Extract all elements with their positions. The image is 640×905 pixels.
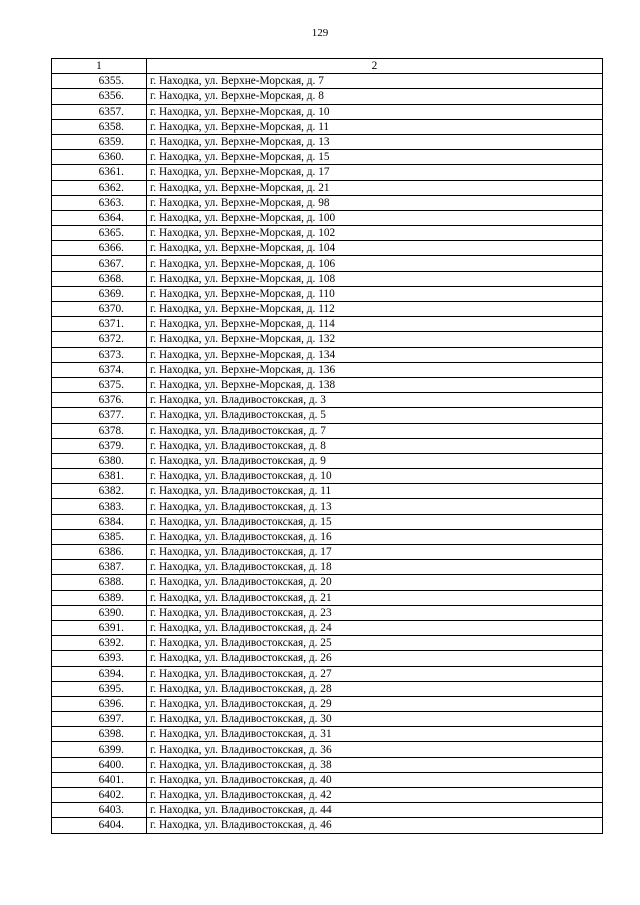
row-number-cell: 6375. <box>52 377 147 392</box>
table-row <box>52 590 603 605</box>
row-number-cell: 6371. <box>52 317 147 332</box>
table-row <box>52 545 603 560</box>
table-row <box>52 317 603 332</box>
table-row <box>52 529 603 544</box>
address-cell: г. Находка, ул. Верхне-Морская, д. 100 <box>147 210 603 225</box>
row-number-cell: 6404. <box>52 818 147 833</box>
table-row <box>52 605 603 620</box>
row-number-cell: 6394. <box>52 666 147 681</box>
address-cell: г. Находка, ул. Верхне-Морская, д. 10 <box>147 104 603 119</box>
row-number-cell: 6363. <box>52 195 147 210</box>
row-number-cell: 6382. <box>52 484 147 499</box>
row-number-cell: 6372. <box>52 332 147 347</box>
row-number-cell: 6357. <box>52 104 147 119</box>
page-number: 129 <box>311 27 329 39</box>
row-number-cell: 6391. <box>52 620 147 635</box>
address-cell: г. Находка, ул. Верхне-Морская, д. 11 <box>147 119 603 134</box>
address-cell: г. Находка, ул. Владивостокская, д. 3 <box>147 393 603 408</box>
row-number-cell: 6384. <box>52 514 147 529</box>
address-cell: г. Находка, ул. Владивостокская, д. 11 <box>147 484 603 499</box>
row-number-cell: 6402. <box>52 788 147 803</box>
address-cell: г. Находка, ул. Владивостокская, д. 17 <box>147 545 603 560</box>
row-number-cell: 6401. <box>52 772 147 787</box>
address-cell: г. Находка, ул. Владивостокская, д. 36 <box>147 742 603 757</box>
address-table-body <box>52 59 603 834</box>
address-cell: г. Находка, ул. Владивостокская, д. 7 <box>147 423 603 438</box>
row-number-cell: 6374. <box>52 362 147 377</box>
address-cell: г. Находка, ул. Верхне-Морская, д. 106 <box>147 256 603 271</box>
row-number-cell: 6359. <box>52 134 147 149</box>
row-number-cell: 6370. <box>52 302 147 317</box>
table-row <box>52 423 603 438</box>
row-number-cell: 6399. <box>52 742 147 757</box>
address-cell: г. Находка, ул. Верхне-Морская, д. 134 <box>147 347 603 362</box>
table-row <box>52 651 603 666</box>
address-cell: г. Находка, ул. Владивостокская, д. 16 <box>147 529 603 544</box>
table-row <box>52 499 603 514</box>
table-row <box>52 666 603 681</box>
row-number-cell: 6362. <box>52 180 147 195</box>
table-row <box>52 210 603 225</box>
table-row <box>52 408 603 423</box>
address-cell: г. Находка, ул. Владивостокская, д. 13 <box>147 499 603 514</box>
address-cell: г. Находка, ул. Владивостокская, д. 31 <box>147 727 603 742</box>
table-row <box>52 271 603 286</box>
address-cell: г. Находка, ул. Владивостокская, д. 25 <box>147 636 603 651</box>
table-row <box>52 226 603 241</box>
row-number-cell: 6369. <box>52 286 147 301</box>
row-number-cell: 6387. <box>52 560 147 575</box>
table-row <box>52 788 603 803</box>
table-row <box>52 681 603 696</box>
table-row <box>52 818 603 833</box>
address-cell: г. Находка, ул. Верхне-Морская, д. 136 <box>147 362 603 377</box>
address-cell: г. Находка, ул. Владивостокская, д. 28 <box>147 681 603 696</box>
row-number-cell: 6392. <box>52 636 147 651</box>
address-cell: г. Находка, ул. Верхне-Морская, д. 15 <box>147 150 603 165</box>
address-cell: г. Находка, ул. Владивостокская, д. 40 <box>147 772 603 787</box>
address-cell: г. Находка, ул. Владивостокская, д. 18 <box>147 560 603 575</box>
row-number-cell: 6385. <box>52 529 147 544</box>
table-row <box>52 742 603 757</box>
address-cell: г. Находка, ул. Владивостокская, д. 27 <box>147 666 603 681</box>
table-row <box>52 89 603 104</box>
address-cell: г. Находка, ул. Владивостокская, д. 30 <box>147 712 603 727</box>
row-number-cell: 6397. <box>52 712 147 727</box>
row-number-cell: 6395. <box>52 681 147 696</box>
table-row <box>52 438 603 453</box>
table-row <box>52 180 603 195</box>
table-row <box>52 772 603 787</box>
row-number-cell: 6355. <box>52 74 147 89</box>
row-number-cell: 6358. <box>52 119 147 134</box>
table-row <box>52 302 603 317</box>
table-row <box>52 347 603 362</box>
address-cell: г. Находка, ул. Верхне-Морская, д. 7 <box>147 74 603 89</box>
row-number-cell: 6364. <box>52 210 147 225</box>
address-cell: г. Находка, ул. Владивостокская, д. 21 <box>147 590 603 605</box>
table-row <box>52 134 603 149</box>
address-cell: г. Находка, ул. Владивостокская, д. 15 <box>147 514 603 529</box>
table-row <box>52 195 603 210</box>
table-row <box>52 165 603 180</box>
address-cell: г. Находка, ул. Владивостокская, д. 38 <box>147 757 603 772</box>
address-cell: г. Находка, ул. Владивостокская, д. 24 <box>147 620 603 635</box>
table-row <box>52 377 603 392</box>
row-number-cell: 6381. <box>52 469 147 484</box>
address-cell: г. Находка, ул. Верхне-Морская, д. 132 <box>147 332 603 347</box>
address-cell: г. Находка, ул. Верхне-Морская, д. 8 <box>147 89 603 104</box>
address-cell: г. Находка, ул. Верхне-Морская, д. 108 <box>147 271 603 286</box>
address-cell: г. Находка, ул. Владивостокская, д. 8 <box>147 438 603 453</box>
table-row <box>52 74 603 89</box>
address-cell: г. Находка, ул. Владивостокская, д. 20 <box>147 575 603 590</box>
table-row <box>52 620 603 635</box>
row-number-cell: 6366. <box>52 241 147 256</box>
row-number-cell: 6373. <box>52 347 147 362</box>
address-cell: г. Находка, ул. Владивостокская, д. 42 <box>147 788 603 803</box>
column-header-2: 2 <box>147 59 603 74</box>
address-cell: г. Находка, ул. Верхне-Морская, д. 138 <box>147 377 603 392</box>
address-cell: г. Находка, ул. Владивостокская, д. 46 <box>147 818 603 833</box>
row-number-cell: 6360. <box>52 150 147 165</box>
table-row <box>52 636 603 651</box>
address-cell: г. Находка, ул. Верхне-Морская, д. 104 <box>147 241 603 256</box>
table-row <box>52 393 603 408</box>
row-number-cell: 6393. <box>52 651 147 666</box>
table-row <box>52 727 603 742</box>
table-row <box>52 560 603 575</box>
row-number-cell: 6398. <box>52 727 147 742</box>
row-number-cell: 6356. <box>52 89 147 104</box>
address-cell: г. Находка, ул. Владивостокская, д. 26 <box>147 651 603 666</box>
address-cell: г. Находка, ул. Верхне-Морская, д. 114 <box>147 317 603 332</box>
table-row <box>52 150 603 165</box>
row-number-cell: 6403. <box>52 803 147 818</box>
address-cell: г. Находка, ул. Владивостокская, д. 29 <box>147 696 603 711</box>
address-cell: г. Находка, ул. Верхне-Морская, д. 17 <box>147 165 603 180</box>
table-row <box>52 104 603 119</box>
table-row <box>52 484 603 499</box>
row-number-cell: 6386. <box>52 545 147 560</box>
table-row <box>52 575 603 590</box>
row-number-cell: 6380. <box>52 453 147 468</box>
table-row <box>52 712 603 727</box>
address-table <box>51 58 603 834</box>
address-cell: г. Находка, ул. Верхне-Морская, д. 110 <box>147 286 603 301</box>
table-row <box>52 286 603 301</box>
row-number-cell: 6390. <box>52 605 147 620</box>
row-number-cell: 6378. <box>52 423 147 438</box>
address-cell: г. Находка, ул. Верхне-Морская, д. 98 <box>147 195 603 210</box>
address-cell: г. Находка, ул. Владивостокская, д. 9 <box>147 453 603 468</box>
column-header-1: 1 <box>52 59 147 74</box>
row-number-cell: 6361. <box>52 165 147 180</box>
table-header-row <box>52 59 603 74</box>
address-cell: г. Находка, ул. Верхне-Морская, д. 112 <box>147 302 603 317</box>
row-number-cell: 6400. <box>52 757 147 772</box>
table-row <box>52 332 603 347</box>
table-row <box>52 256 603 271</box>
table-row <box>52 362 603 377</box>
address-cell: г. Находка, ул. Владивостокская, д. 5 <box>147 408 603 423</box>
table-row <box>52 514 603 529</box>
row-number-cell: 6396. <box>52 696 147 711</box>
address-cell: г. Находка, ул. Верхне-Морская, д. 13 <box>147 134 603 149</box>
table-row <box>52 803 603 818</box>
row-number-cell: 6379. <box>52 438 147 453</box>
table-row <box>52 119 603 134</box>
address-cell: г. Находка, ул. Верхне-Морская, д. 102 <box>147 226 603 241</box>
address-cell: г. Находка, ул. Владивостокская, д. 23 <box>147 605 603 620</box>
table-row <box>52 241 603 256</box>
row-number-cell: 6388. <box>52 575 147 590</box>
row-number-cell: 6383. <box>52 499 147 514</box>
row-number-cell: 6365. <box>52 226 147 241</box>
row-number-cell: 6368. <box>52 271 147 286</box>
table-row <box>52 696 603 711</box>
address-cell: г. Находка, ул. Верхне-Морская, д. 21 <box>147 180 603 195</box>
row-number-cell: 6389. <box>52 590 147 605</box>
row-number-cell: 6367. <box>52 256 147 271</box>
address-cell: г. Находка, ул. Владивостокская, д. 44 <box>147 803 603 818</box>
table-row <box>52 469 603 484</box>
row-number-cell: 6377. <box>52 408 147 423</box>
table-row <box>52 757 603 772</box>
table-row <box>52 453 603 468</box>
row-number-cell: 6376. <box>52 393 147 408</box>
address-cell: г. Находка, ул. Владивостокская, д. 10 <box>147 469 603 484</box>
